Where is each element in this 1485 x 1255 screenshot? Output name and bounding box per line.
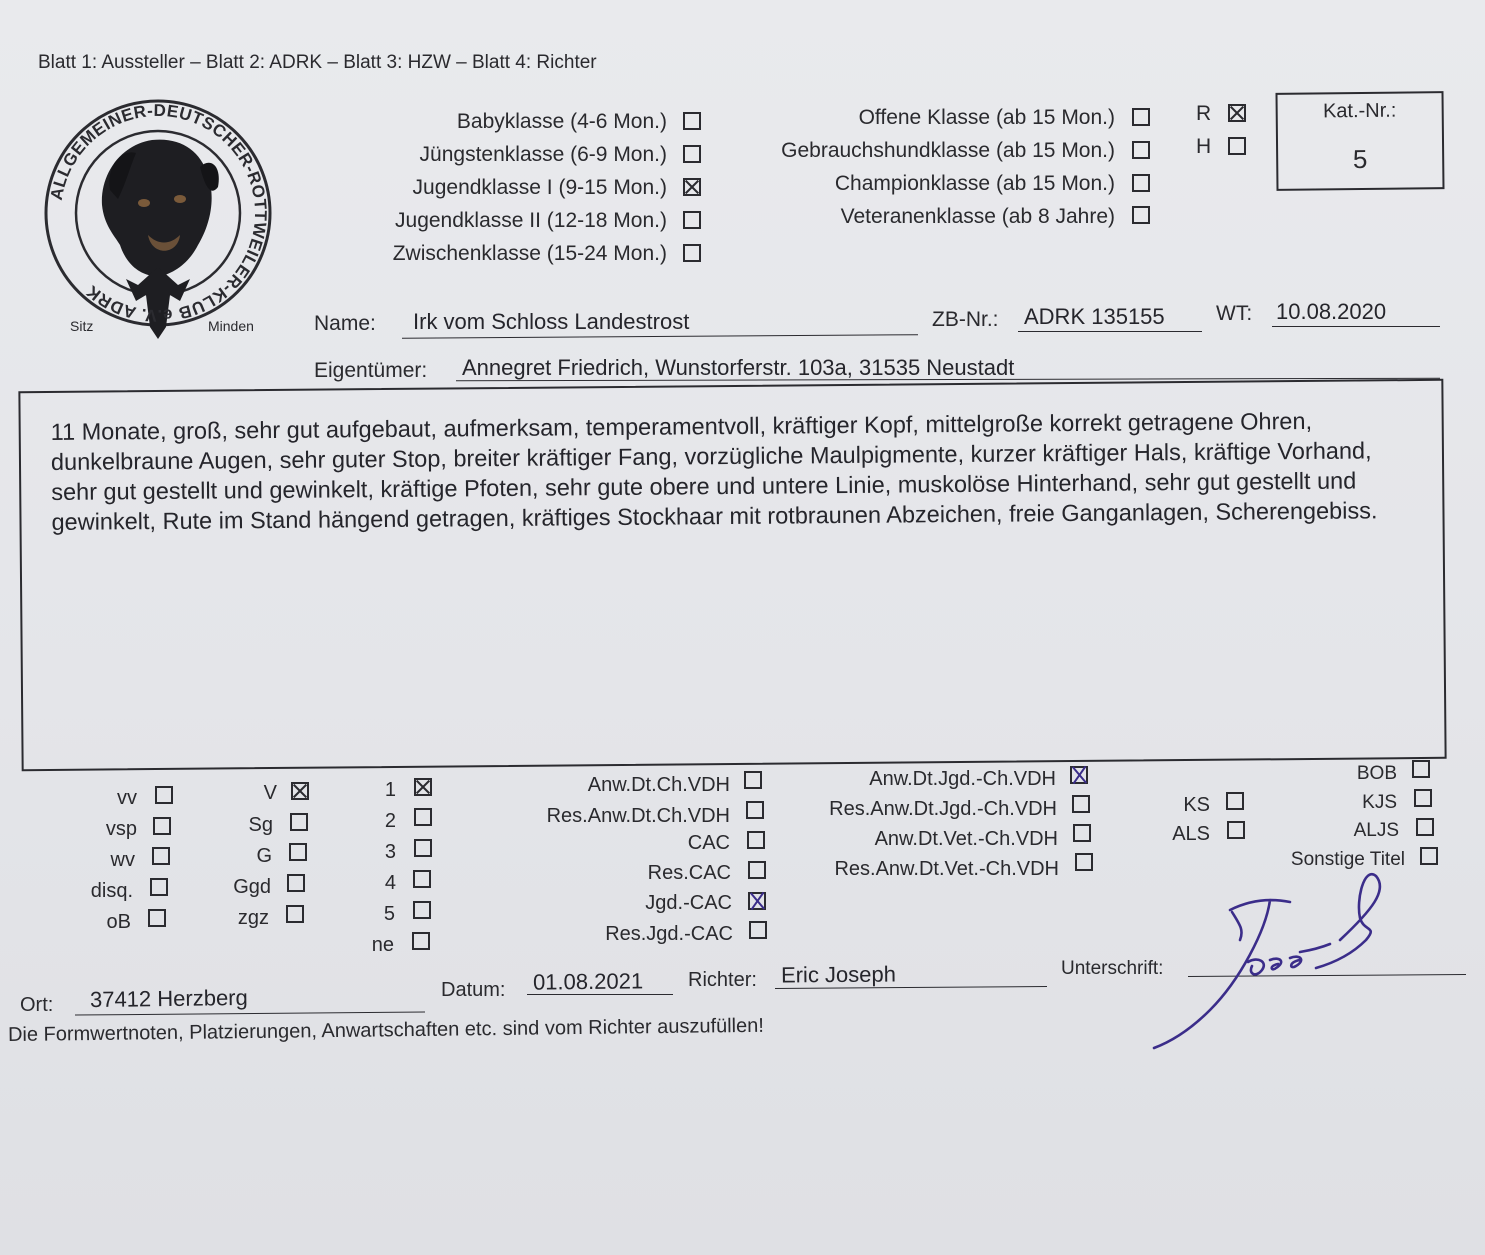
zb-number-value: ADRK 135155: [1024, 304, 1165, 329]
class-label: Gebrauchshundklasse (ab 15 Mon.): [781, 139, 1115, 162]
checkbox-res-anw-dt-vet-ch-vdh[interactable]: [1075, 853, 1093, 871]
title-label: Res.Anw.Dt.Jgd.-Ch.VDH: [829, 798, 1057, 820]
checkbox-zwischenklasse[interactable]: [683, 244, 701, 262]
title-label: Res.Jgd.-CAC: [605, 923, 733, 945]
checkbox-rating-vsp[interactable]: [153, 817, 171, 835]
rating-label: vv: [117, 787, 137, 809]
rating-label: wv: [110, 849, 135, 871]
placement-label: 3: [384, 841, 396, 863]
title-label: Anw.Dt.Jgd.-Ch.VDH: [869, 768, 1056, 790]
checkbox-ks[interactable]: [1226, 792, 1244, 810]
checkbox-res-anw-dt-ch-vdh[interactable]: [746, 801, 764, 819]
title-label: Res.CAC: [647, 862, 731, 884]
judge-signature: [1140, 870, 1400, 1060]
sex-label-h: H: [1196, 135, 1212, 158]
logo-sitz-label: Sitz: [70, 318, 94, 334]
class-label: Veteranenklasse (ab 8 Jahre): [840, 205, 1115, 228]
checkbox-res-jgd-cac[interactable]: [749, 921, 767, 939]
checkbox-sonstige-titel[interactable]: [1420, 847, 1438, 865]
checkbox-rating-ggd[interactable]: [287, 874, 305, 892]
placement-label: 5: [383, 903, 395, 925]
title-label: Anw.Dt.Ch.VDH: [587, 774, 730, 796]
rating-label: G: [256, 845, 272, 867]
ort-value: 37412 Herzberg: [89, 984, 248, 1013]
rating-label: oB: [106, 911, 131, 933]
title-label: Jgd.-CAC: [645, 892, 732, 914]
catalog-number-label: Kat.-Nr.:: [1322, 99, 1397, 123]
checkbox-aljs[interactable]: [1416, 818, 1434, 836]
rating-label: Sg: [248, 814, 273, 836]
checkbox-babyklasse[interactable]: [683, 112, 701, 130]
checkbox-sex-r[interactable]: [1228, 104, 1246, 122]
richter-value: Eric Joseph: [780, 961, 897, 988]
checkbox-gebrauchshundklasse[interactable]: [1132, 141, 1150, 159]
class-label: Jüngstenklasse (6-9 Mon.): [419, 143, 667, 166]
title-label: KS: [1183, 794, 1210, 816]
sheet-distribution-header: Blatt 1: Aussteller – Blatt 2: ADRK – Blatt 3: HZW – Blatt 4: Richter: [38, 52, 597, 73]
checkbox-anw-dt-vet-ch-vdh[interactable]: [1073, 824, 1091, 842]
checkbox-place-1[interactable]: [414, 778, 432, 796]
checkbox-anw-dt-jgd-ch-vdh[interactable]: [1070, 766, 1088, 784]
ort-label: Ort:: [20, 994, 54, 1016]
zb-label: ZB-Nr.:: [932, 308, 999, 331]
judge-description-box: [18, 379, 1446, 771]
class-label: Offene Klasse (ab 15 Mon.): [858, 106, 1115, 129]
checkbox-res-cac[interactable]: [748, 861, 766, 879]
checkbox-juengstenklasse[interactable]: [683, 145, 701, 163]
checkbox-jgd-cac[interactable]: [748, 892, 766, 910]
title-label: Sonstige Titel: [1290, 849, 1405, 870]
rating-label: Ggd: [233, 876, 271, 898]
checkbox-rating-ob[interactable]: [148, 909, 166, 927]
checkbox-rating-v[interactable]: [291, 782, 309, 800]
rating-label: vsp: [105, 818, 137, 840]
checkbox-rating-g[interactable]: [289, 843, 307, 861]
class-label: Championklasse (ab 15 Mon.): [834, 172, 1115, 195]
placement-label: 1: [384, 779, 396, 801]
logo-city-label: Minden: [208, 318, 254, 334]
class-label: Zwischenklasse (15-24 Mon.): [392, 242, 667, 265]
rating-label: zgz: [237, 907, 269, 929]
catalog-number-value: 5: [1352, 143, 1368, 175]
checkbox-place-4[interactable]: [413, 870, 431, 888]
checkbox-place-ne[interactable]: [412, 932, 430, 950]
title-label: KJS: [1362, 792, 1397, 813]
name-label: Name:: [314, 312, 376, 335]
checkbox-place-2[interactable]: [414, 808, 432, 826]
checkbox-bob[interactable]: [1412, 760, 1430, 778]
wt-label: WT:: [1216, 302, 1253, 325]
sex-label-r: R: [1196, 102, 1212, 125]
checkbox-als[interactable]: [1227, 821, 1245, 839]
title-label: ALS: [1172, 823, 1210, 845]
class-label: Babyklasse (4-6 Mon.): [456, 110, 667, 133]
checkbox-sex-h[interactable]: [1228, 137, 1246, 155]
wt-underline: [1272, 326, 1440, 327]
judge-fill-note: Die Formwertnoten, Platzierungen, Anwartschaften etc. sind vom Richter auszufüllen!: [7, 1014, 764, 1046]
title-label: Anw.Dt.Vet.-Ch.VDH: [874, 828, 1058, 850]
title-label: BOB: [1356, 763, 1397, 784]
title-label: Res.Anw.Dt.Ch.VDH: [546, 805, 730, 827]
datum-label: Datum:: [441, 979, 506, 1001]
checkbox-jugendklasse-1[interactable]: [683, 178, 701, 196]
class-label: Jugendklasse II (12-18 Mon.): [395, 209, 667, 232]
checkbox-rating-wv[interactable]: [152, 847, 170, 865]
checkbox-res-anw-dt-jgd-ch-vdh[interactable]: [1072, 795, 1090, 813]
richter-label: Richter:: [688, 969, 757, 991]
logo-ring-text: ALLGEMEINER-DEUTSCHER-ROTTWEILER-KLUB e.V. ADRK: [46, 100, 271, 326]
rating-label: V: [263, 782, 277, 804]
club-logo-seal: [40, 95, 280, 345]
placement-label: ne: [371, 934, 394, 956]
checkbox-offene-klasse[interactable]: [1132, 108, 1150, 126]
wt-date-value: 10.08.2020: [1276, 299, 1387, 324]
checkbox-jugendklasse-2[interactable]: [683, 211, 701, 229]
rating-label: disq.: [90, 880, 133, 902]
checkbox-veteranenklasse[interactable]: [1132, 206, 1150, 224]
zb-underline: [1018, 331, 1202, 332]
owner-label: Eigentümer:: [314, 359, 428, 382]
unterschrift-label: Unterschrift:: [1061, 958, 1164, 979]
checkbox-rating-disq[interactable]: [150, 878, 168, 896]
datum-underline: [527, 994, 673, 995]
checkbox-championklasse[interactable]: [1132, 174, 1150, 192]
title-label: Res.Anw.Dt.Vet.-Ch.VDH: [834, 858, 1059, 880]
placement-label: 2: [384, 810, 396, 832]
checkbox-kjs[interactable]: [1414, 789, 1432, 807]
checkbox-anw-dt-ch-vdh[interactable]: [744, 771, 762, 789]
dog-name-value: Irk vom Schloss Landestrost: [413, 309, 690, 334]
class-label: Jugendklasse I (9-15 Mon.): [412, 176, 667, 199]
checkbox-place-5[interactable]: [413, 901, 431, 919]
catalog-number-box: [1275, 91, 1444, 191]
datum-value: 01.08.2021: [532, 968, 644, 995]
placement-label: 4: [384, 872, 396, 894]
title-label: ALJS: [1353, 820, 1399, 841]
owner-value: Annegret Friedrich, Wunstorferstr. 103a, 31535 Neustadt: [462, 355, 1015, 380]
checkbox-cac[interactable]: [747, 831, 765, 849]
checkbox-place-3[interactable]: [414, 839, 432, 857]
title-label: CAC: [687, 832, 730, 854]
checkbox-rating-vv[interactable]: [155, 786, 173, 804]
checkbox-rating-zgz[interactable]: [286, 905, 304, 923]
judge-description-text: 11 Monate, groß, sehr gut aufgebaut, aufmerksam, temperamentvoll, kräftiger Kopf, mittelgroße korrekt getragene Ohren, dunkelbraune Augen, sehr guter Stop, breiter kräftiger Fang, vorzügliche Maulpigmente, kurzer kräftiger Hals, kräftige Vorhand, sehr gut gestellt und gewinkelt, kräftige Pfoten, sehr gute obere und untere Linie, muskolöse Hinterhand, sehr gut gestellt und gewinkelt, Rute im Stand hängend getragen, kräftiges Stockhaar mit rotbraunen Abzeichen, freie Ganganlagen, Scherengebiss.: [50, 407, 1378, 535]
checkbox-rating-sg[interactable]: [290, 813, 308, 831]
